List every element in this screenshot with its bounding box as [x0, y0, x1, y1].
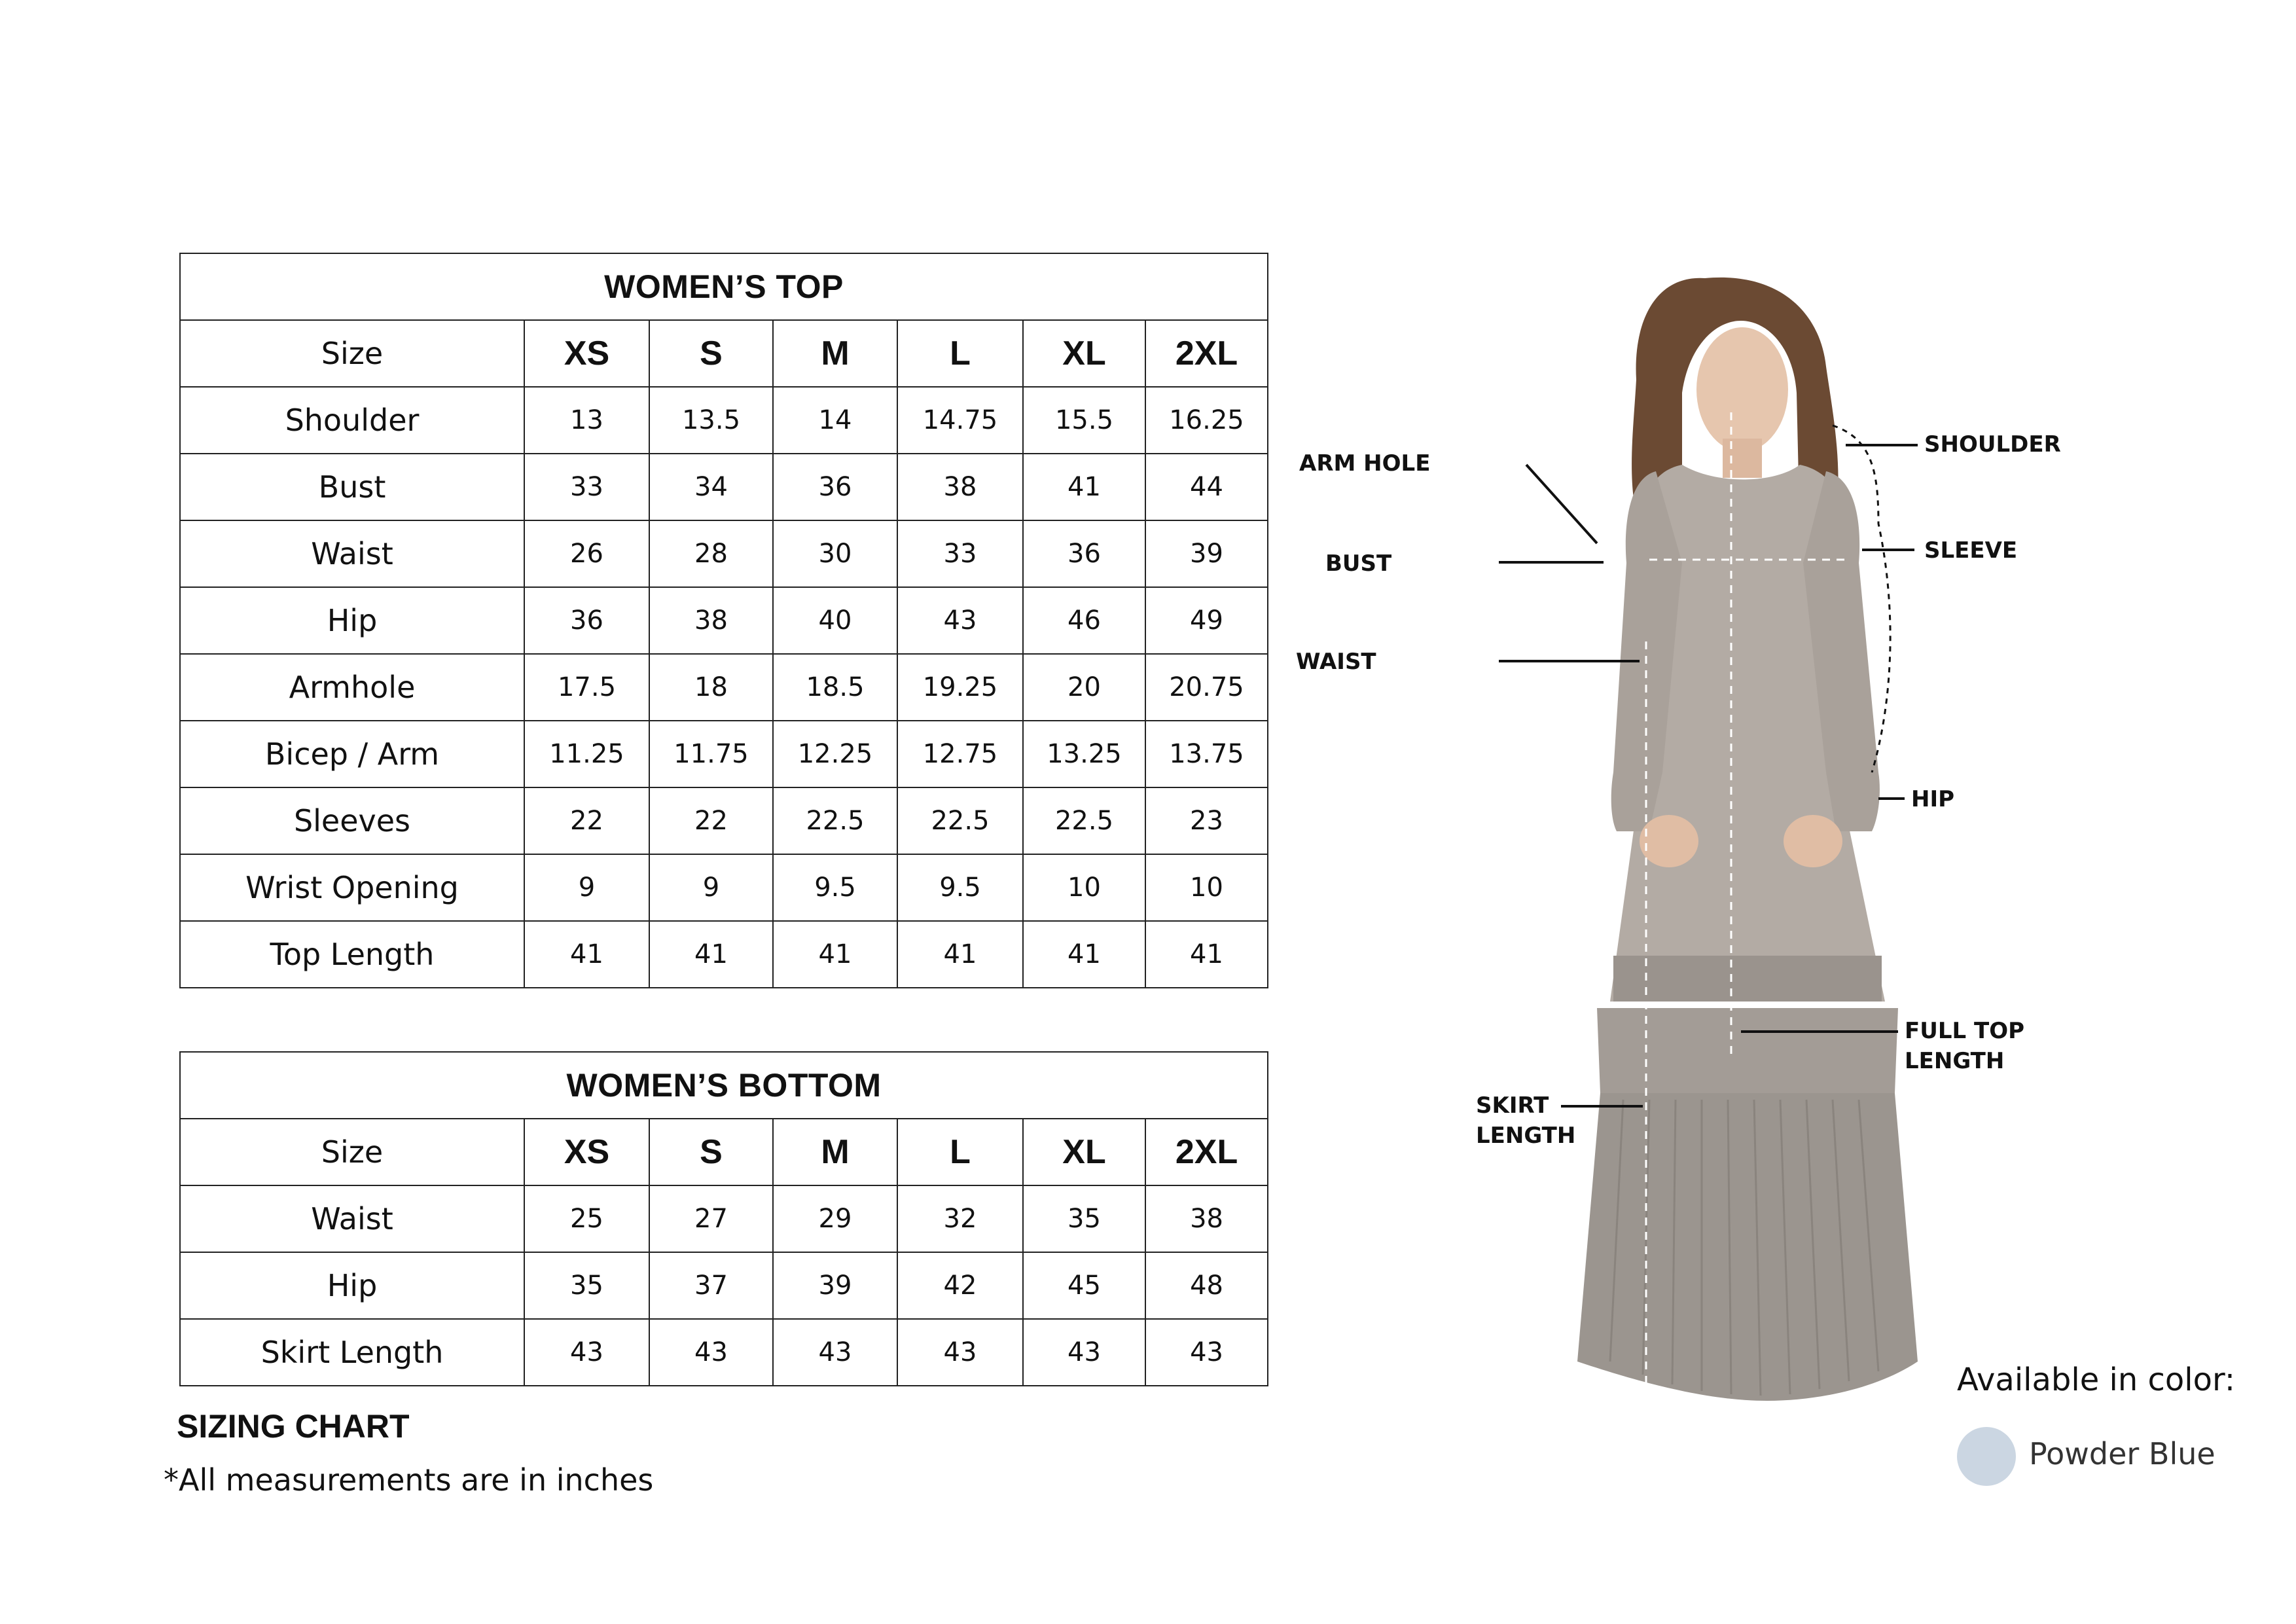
- measurement-cell: 39: [773, 1252, 897, 1319]
- measurement-cell: 22.5: [1023, 787, 1145, 854]
- measurement-cell: 38: [1145, 1185, 1268, 1252]
- table-row: [180, 1252, 1268, 1319]
- available-colors-label: Available in color:: [1957, 1362, 2236, 1398]
- womens-top-rows: [180, 387, 1268, 988]
- size-header-s: S: [649, 1119, 773, 1185]
- table-row: [180, 520, 1268, 587]
- measurement-cell: 32: [897, 1185, 1023, 1252]
- callout-bust: BUST: [1325, 550, 1392, 577]
- measurement-cell: 36: [773, 454, 897, 520]
- row-label: Skirt Length: [180, 1319, 524, 1386]
- measurement-cell: 36: [1023, 520, 1145, 587]
- measurement-cell: 43: [1145, 1319, 1268, 1386]
- measurement-cell: 43: [1023, 1319, 1145, 1386]
- size-header-l: L: [897, 320, 1023, 387]
- measurement-cell: 9: [649, 854, 773, 921]
- callout-skirt-length: [1476, 1091, 1575, 1151]
- measurement-cell: 33: [524, 454, 649, 520]
- row-label: Wrist Opening: [180, 854, 524, 921]
- face-shape: [1696, 327, 1788, 452]
- measurement-cell: 10: [1023, 854, 1145, 921]
- row-label: Bust: [180, 454, 524, 520]
- measurement-cell: 15.5: [1023, 387, 1145, 454]
- measurement-cell: 22: [649, 787, 773, 854]
- row-label: Sleeves: [180, 787, 524, 854]
- row-label: Hip: [180, 1252, 524, 1319]
- measurement-cell: 38: [649, 587, 773, 654]
- measurement-cell: 22.5: [773, 787, 897, 854]
- lace-panel: [1597, 1008, 1898, 1093]
- womens-top-title: WOMEN’S TOP: [180, 253, 1268, 320]
- measurement-cell: 43: [524, 1319, 649, 1386]
- callout-shoulder: SHOULDER: [1924, 431, 2061, 458]
- measurement-cell: 41: [1023, 454, 1145, 520]
- womens-bottom-title: WOMEN’S BOTTOM: [180, 1052, 1268, 1119]
- measurement-cell: 45: [1023, 1252, 1145, 1319]
- measurement-cell: 43: [897, 587, 1023, 654]
- measurement-cell: 12.25: [773, 721, 897, 787]
- measurement-cell: 34: [649, 454, 773, 520]
- measurement-cell: 14.75: [897, 387, 1023, 454]
- table-row: [180, 921, 1268, 988]
- callout-full-top-line2: LENGTH: [1905, 1048, 2005, 1074]
- measurement-cell: 41: [773, 921, 897, 988]
- table-row: [180, 454, 1268, 520]
- table-row: [180, 721, 1268, 787]
- table-row: [180, 854, 1268, 921]
- size-header-xl: XL: [1023, 1119, 1145, 1185]
- callout-hip: HIP: [1911, 786, 1955, 812]
- measurement-cell: 25: [524, 1185, 649, 1252]
- measurement-cell: 35: [1023, 1185, 1145, 1252]
- measurement-cell: 12.75: [897, 721, 1023, 787]
- measurement-cell: 30: [773, 520, 897, 587]
- measurement-cell: 9: [524, 854, 649, 921]
- callout-arm-hole: ARM HOLE: [1299, 450, 1431, 477]
- measurement-cell: 11.25: [524, 721, 649, 787]
- neck-shape: [1723, 439, 1762, 478]
- measurement-cell: 39: [1145, 520, 1268, 587]
- callout-waist: WAIST: [1296, 649, 1376, 675]
- measurement-cell: 43: [649, 1319, 773, 1386]
- color-name-powder-blue: Powder Blue: [2029, 1436, 2215, 1471]
- size-header: Size: [180, 1119, 524, 1185]
- table-row: [180, 387, 1268, 454]
- size-header-xs: XS: [524, 320, 649, 387]
- callout-skirt-line1: SKIRT: [1476, 1092, 1549, 1119]
- size-header-2xl: 2XL: [1145, 1119, 1268, 1185]
- row-label: Bicep / Arm: [180, 721, 524, 787]
- lace-band: [1613, 956, 1882, 1001]
- measurement-cell: 20: [1023, 654, 1145, 721]
- pleated-skirt: [1577, 1093, 1918, 1401]
- row-label: Hip: [180, 587, 524, 654]
- measurement-cell: 18.5: [773, 654, 897, 721]
- measurement-cell: 41: [524, 921, 649, 988]
- measurement-cell: 27: [649, 1185, 773, 1252]
- measurement-cell: 20.75: [1145, 654, 1268, 721]
- size-header-m: M: [773, 1119, 897, 1185]
- measurement-cell: 22.5: [897, 787, 1023, 854]
- measurement-cell: 16.25: [1145, 387, 1268, 454]
- measurement-cell: 42: [897, 1252, 1023, 1319]
- table-row: [180, 654, 1268, 721]
- size-header: Size: [180, 320, 524, 387]
- measurement-cell: 36: [524, 587, 649, 654]
- measurement-cell: 13.5: [649, 387, 773, 454]
- row-label: Waist: [180, 520, 524, 587]
- measurement-cell: 29: [773, 1185, 897, 1252]
- table-row: [180, 787, 1268, 854]
- row-label: Top Length: [180, 921, 524, 988]
- measurement-cell: 11.75: [649, 721, 773, 787]
- measurement-cell: 10: [1145, 854, 1268, 921]
- size-header-l: L: [897, 1119, 1023, 1185]
- measurement-cell: 18: [649, 654, 773, 721]
- left-hand: [1640, 815, 1698, 867]
- callout-full-top-length: [1905, 1016, 2024, 1076]
- callout-full-top-line1: FULL TOP: [1905, 1018, 2025, 1044]
- measurement-cell: 40: [773, 587, 897, 654]
- measurement-cell: 49: [1145, 587, 1268, 654]
- measurement-cell: 48: [1145, 1252, 1268, 1319]
- table-row: [180, 587, 1268, 654]
- measurement-cell: 43: [897, 1319, 1023, 1386]
- measurement-cell: 33: [897, 520, 1023, 587]
- measurement-cell: 41: [1145, 921, 1268, 988]
- measurement-cell: 13.25: [1023, 721, 1145, 787]
- measurement-cell: 13.75: [1145, 721, 1268, 787]
- measurement-cell: 23: [1145, 787, 1268, 854]
- color-swatch-powder-blue: [1957, 1427, 2016, 1486]
- sizing-chart-title: SIZING CHART: [177, 1408, 410, 1445]
- womens-bottom-rows: [180, 1185, 1268, 1386]
- measurement-cell: 28: [649, 520, 773, 587]
- measurement-cell: 43: [773, 1319, 897, 1386]
- right-hand: [1784, 815, 1842, 867]
- measurement-cell: 41: [1023, 921, 1145, 988]
- row-label: Waist: [180, 1185, 524, 1252]
- measurement-cell: 13: [524, 387, 649, 454]
- table-row: [180, 1319, 1268, 1386]
- measurement-cell: 41: [897, 921, 1023, 988]
- size-header-m: M: [773, 320, 897, 387]
- womens-top-table: [179, 253, 1268, 988]
- row-label: Armhole: [180, 654, 524, 721]
- womens-bottom-table: [179, 1051, 1268, 1386]
- measurement-cell: 19.25: [897, 654, 1023, 721]
- model-figure: [1296, 249, 2094, 1460]
- size-header-xl: XL: [1023, 320, 1145, 387]
- measurement-cell: 9.5: [897, 854, 1023, 921]
- callout-sleeve: SLEEVE: [1924, 537, 2018, 564]
- measurement-cell: 46: [1023, 587, 1145, 654]
- measurement-cell: 9.5: [773, 854, 897, 921]
- callout-skirt-line2: LENGTH: [1476, 1123, 1576, 1149]
- size-header-2xl: 2XL: [1145, 320, 1268, 387]
- measurement-cell: 37: [649, 1252, 773, 1319]
- measurement-cell: 14: [773, 387, 897, 454]
- measurement-cell: 44: [1145, 454, 1268, 520]
- size-header-xs: XS: [524, 1119, 649, 1185]
- measurement-cell: 17.5: [524, 654, 649, 721]
- table-row: [180, 1185, 1268, 1252]
- measurement-cell: 22: [524, 787, 649, 854]
- measurement-cell: 35: [524, 1252, 649, 1319]
- size-header-s: S: [649, 320, 773, 387]
- measurement-cell: 38: [897, 454, 1023, 520]
- measurement-cell: 26: [524, 520, 649, 587]
- row-label: Shoulder: [180, 387, 524, 454]
- measurement-note: *All measurements are in inches: [164, 1462, 654, 1498]
- measurement-cell: 41: [649, 921, 773, 988]
